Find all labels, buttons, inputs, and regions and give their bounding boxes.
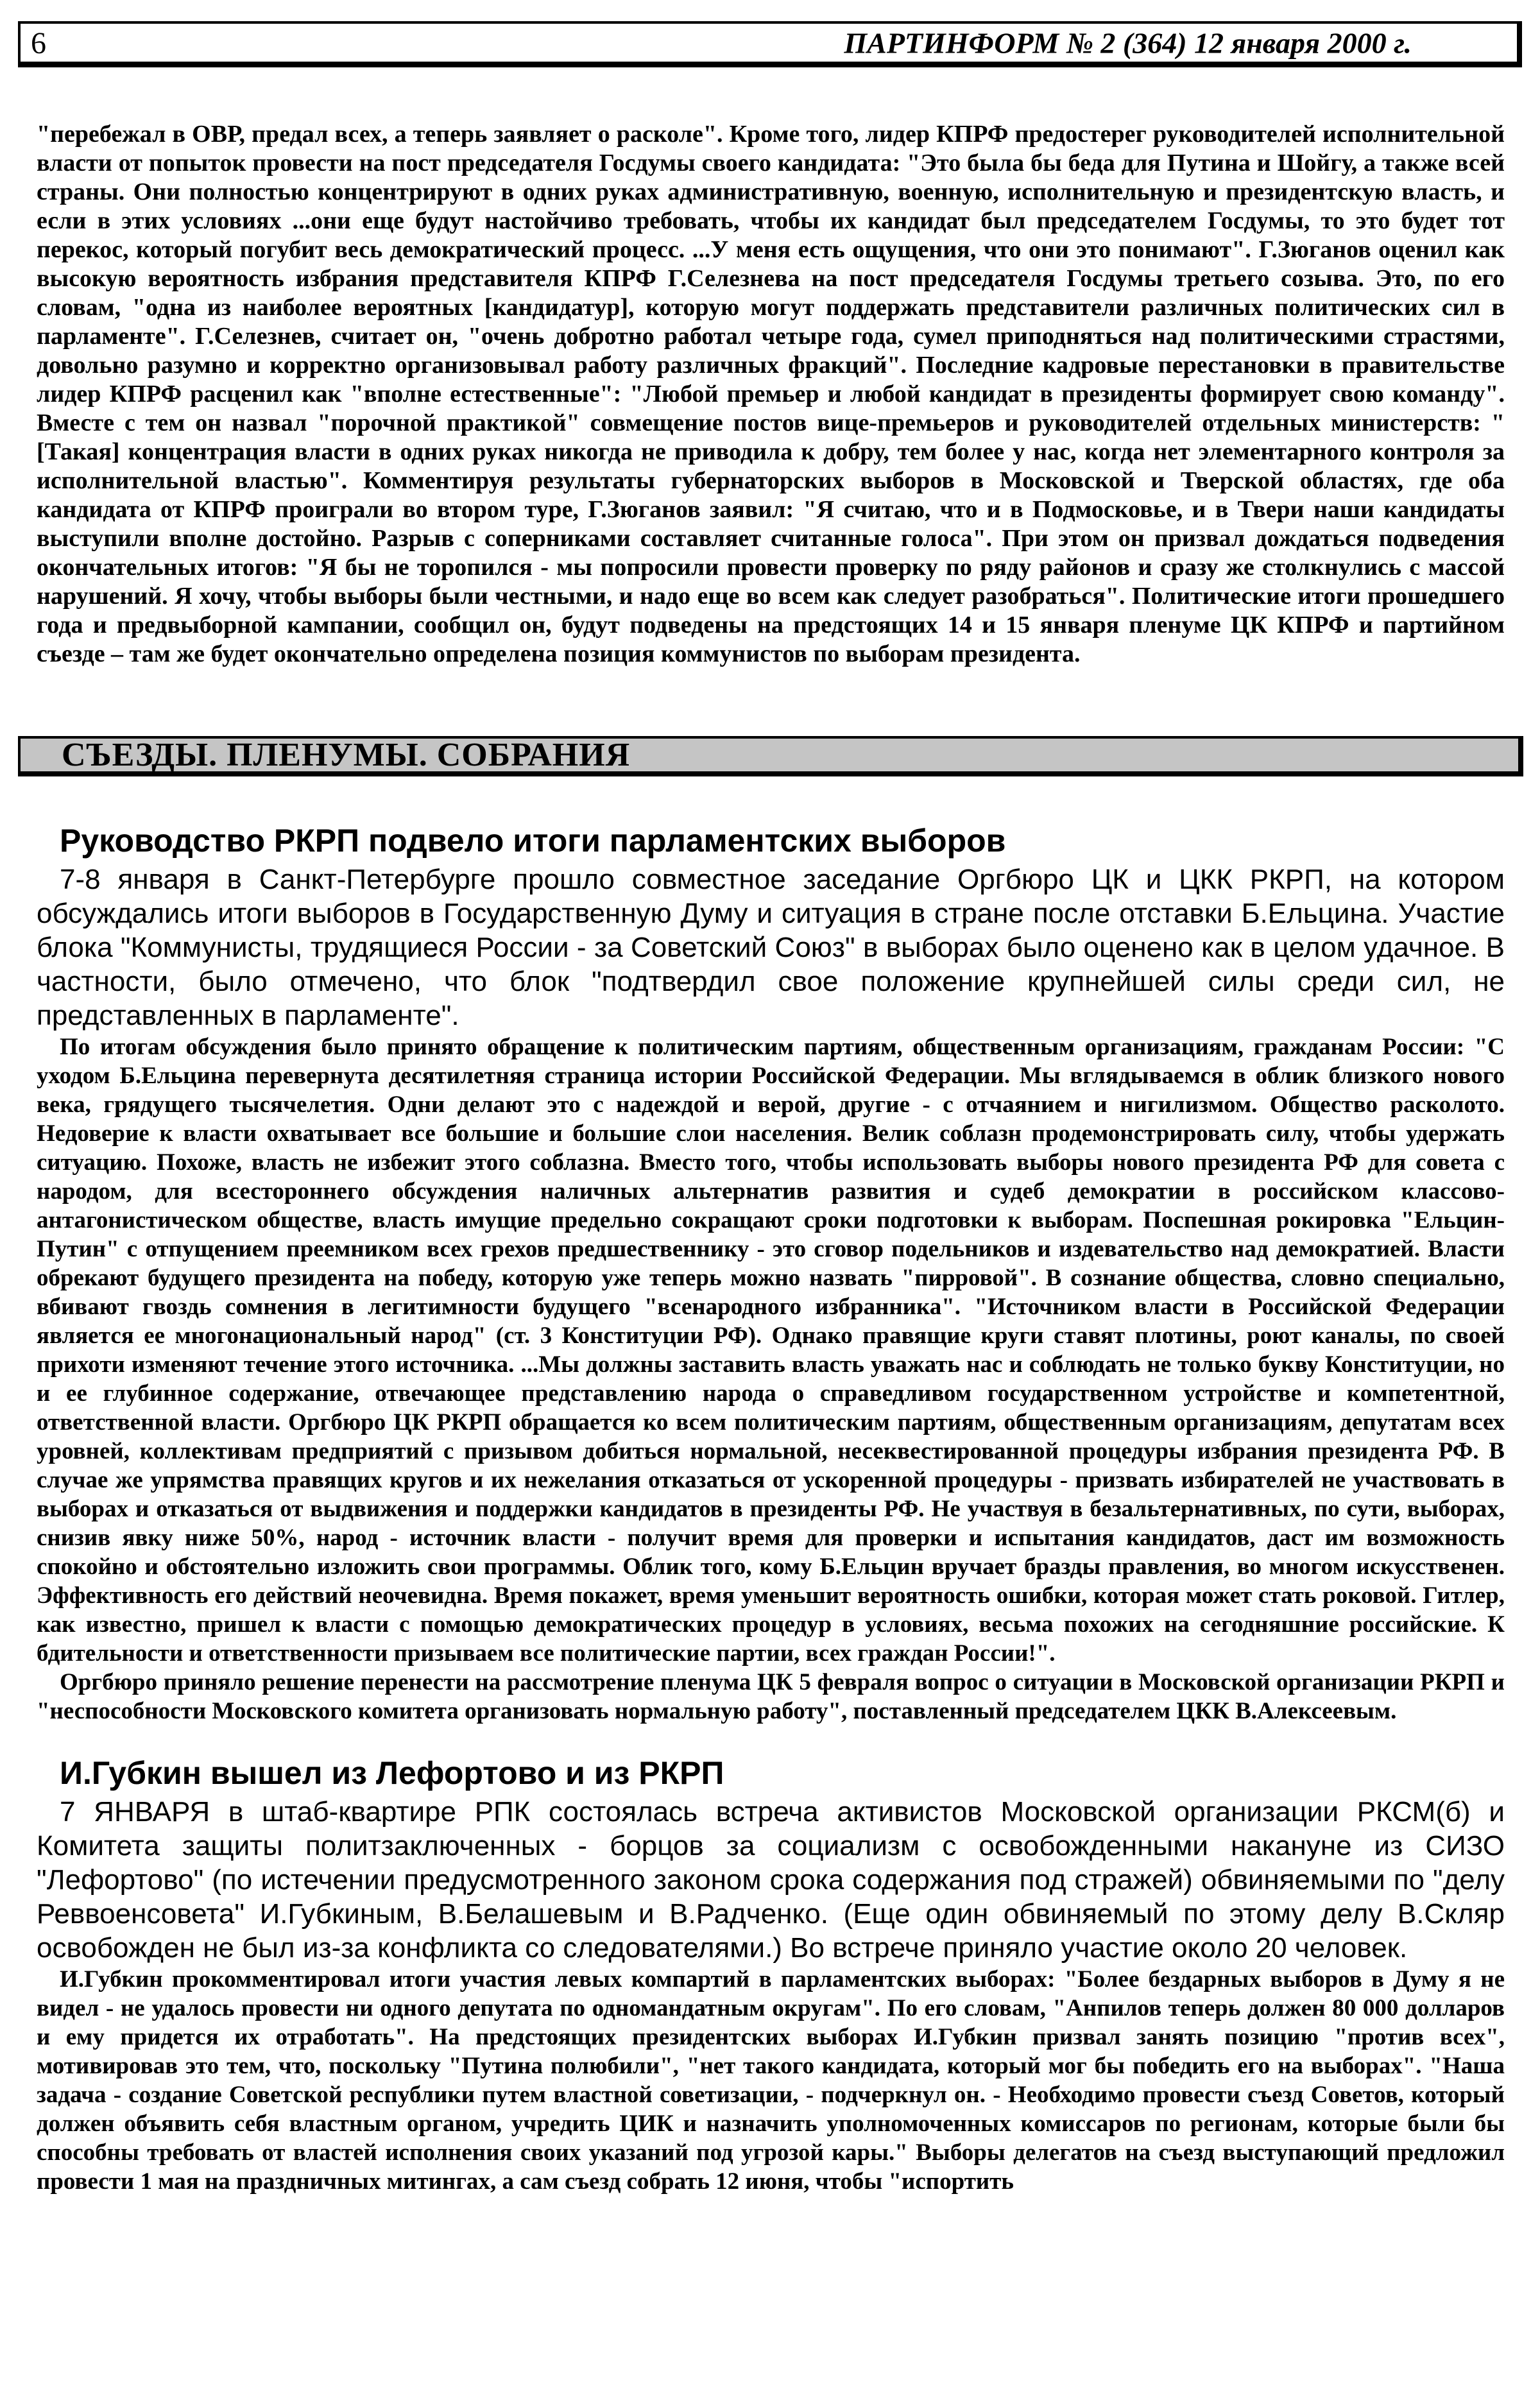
page-number: 6 [31, 26, 46, 60]
article-body-paragraph: По итогам обсуждения было принято обращение к политическим партиям, общественным организациям, гражданам России: "С уходом Б.Ельцина перевернута десятилетняя страница истории Российской Федерации. Мы вглядываемся в облик близкого нового века, грядущего тысячелетия. Одни делают это с надеждой и верой, другие - с отчаянием и нигилизмом. Общество расколото. Недоверие к власти охватывает все большие и большие слои населения. Велик соблазн продемонстрировать силу, чтобы удержать ситуацию. Похоже, власть не избежит этого соблазна. Вместо того, чтобы использовать выборы нового президента РФ для совета с народом, для всестороннего обсуждения наличных альтернатив развития и судеб демократии в российском классово-антагонистическом обществе, власть имущие предельно сокращают сроки подготовки к выборам. Поспешная рокировка "Ельцин-Путин" с отпущением преемником всех грехов предшественнику - это сговор подельников и издевательство над демократией. Власти обрекают будущего президента на победу, которую уже теперь можно назвать "пирровой". В сознание общества, словно специально, вбивают гвоздь сомнения в легитимности будущего "всенародного избранника". "Источником власти в Российской Федерации является ее многонациональный народ" (ст. 3 Конституции РФ). Однако правящие круги ставят плотины, роют каналы, по своей прихоти изменяют течение этого источника. ...Мы должны заставить власть уважать нас и соблюдать не только букву Конституции, но и ее глубинное содержание, отвечающее представлению народа о справедливом государственном устройстве и компетентной, ответственной власти. Оргбюро ЦК РКРП обращается ко всем политическим партиям, общественным организациям, депутатам всех уровней, коллективам предприятий с призывом добиться нормальной, несеквестированной процедуры избрания президента РФ. В случае же упрямства правящих кругов и их нежелания отказаться от ускоренной процедуры - призвать избирателей не участвовать в выборах и отказаться от выдвижения и поддержки кандидатов в президенты РФ. Не участвуя в безальтернативных, по сути, выборах, снизив явку ниже 50%, народ - источник власти - получит время для проверки и испытания кандидатов, даст им возможность спокойно и обстоятельно изложить свои программы. Облик того, кому Б.Ельцин вручает бразды правления, во многом искусственен. Эффективность его действий неочевидна. Время покажет, время уменьшит вероятность ошибки, которая может стать роковой. Гитлер, как известно, пришел к власти с помощью демократических процедур в условиях, весьма похожих на сегодняшние российские. К бдительности и ответственности призываем все политические партии, всех граждан России!". [37, 1034, 1505, 1667]
article-gubkin [37, 1755, 1505, 2196]
article-body-paragraph: Оргбюро приняло решение перенести на рассмотрение пленума ЦК 5 февраля вопрос о ситуации в Московской организации РКРП и "неспособности Московского комитета организовать нормальную работу", поставленный председателем ЦКК В.Алексеевым. [37, 1669, 1505, 1724]
page-content [37, 120, 1505, 2196]
section-bar [18, 736, 1523, 776]
continued-paragraph: "перебежал в ОВР, предал всех, а теперь заявляет о расколе". Кроме того, лидер КПРФ предостерег руководителей исполнительной власти от попыток провести на пост председателя Госдумы своего кандидата: "Это была бы беда для Путина и Шойгу, а также всей страны. Они полностью концентрируют в одних руках административную, военную, исполнительную и президентскую власть, и если в этих условиях ...они еще будут настойчиво требовать, чтобы их кандидат был председателем Госдумы, то это будет тот перекос, который погубит весь демократический процесс. ...У меня есть ощущения, что они это понимают". Г.Зюганов оценил как высокую вероятность избрания представителя КПРФ Г.Селезнева на пост председателя Госдумы третьего созыва. Это, по его словам, "одна из наиболее вероятных [кандидатур], которую могут поддержать представители различных политических сил в парламенте". Г.Селезнев, считает он, "очень добротно работал четыре года, сумел приподняться над политическими страстями, довольно разумно и корректно организовывал работу различных фракций". Последние кадровые перестановки в правительстве лидер КПРФ расценил как "вполне естественные": "Любой премьер и любой кандидат в президенты формирует свою команду". Вместе с тем он назвал "порочной практикой" совмещение постов вице-премьеров и руководителей отдельных министерств: "[Такая] концентрация власти в одних руках никогда не приводила к добру, тем более у нас, когда нет элементарного контроля за исполнительной властью". Комментируя результаты губернаторских выборов в Московской и Тверской областях, где оба кандидата от КПРФ проиграли во втором туре, Г.Зюганов заявил: "Я считаю, что и в Подмосковье, и в Твери наши кандидаты выступили вполне достойно. Разрыв с соперниками составляет считанные голоса". При этом он призвал дождаться подведения окончательных итогов: "Я бы не торопился - мы попросили провести проверку по ряду районов и сразу же столкнулись с массой нарушений. Я хочу, чтобы выборы были честными, и надо еще во всем как следует разобраться". Политические итоги прошедшего года и предвыборной кампании, сообщил он, будут подведены на предстоящих 14 и 15 января пленуме ЦК КПРФ и партийном съезде – там же будет окончательно определена позиция коммунистов по выборам президента. [37, 121, 1505, 667]
article-body-paragraph: И.Губкин прокомментировал итоги участия левых компартий в парламентских выборах: "Более бездарных выборов в Думу я не видел - не удалось провести ни одного депутата по одномандатным округам". По его словам, "Анпилов теперь должен 80 000 долларов и ему придется их отработать". На предстоящих президентских выборах И.Губкин призвал занять позицию "против всех", мотивировав это тем, что, поскольку "Путина полюбили", "нет такого кандидата, который мог бы победить его на выборах". "Наша задача - создание Советской республики путем властной советизации, - подчеркнул он. - Необходимо провести съезд Советов, который должен объявить себя властным органом, учредить ЦИК и назначить уполномоченных комиссаров по регионам, которые были бы способны требовать от властей исполнения своих указаний под угрозой кары." Выборы делегатов на съезд выступающий предложил провести 1 мая на праздничных митингах, а сам съезд собрать 12 июня, чтобы "испортить [37, 1966, 1505, 2195]
article-heading: И.Губкин вышел из Лефортово и из РКРП [60, 1755, 724, 1791]
section-title: СЪЕЗДЫ. ПЛЕНУМЫ. СОБРАНИЯ [62, 737, 631, 773]
masthead [18, 21, 1522, 67]
article-heading: Руководство РКРП подвело итоги парламентских выборов [60, 823, 1006, 859]
masthead-title: ПАРТИНФОРМ № 2 (364) 12 января 2000 г. [844, 26, 1412, 59]
article-lead: 7-8 января в Санкт-Петербурге прошло совместное заседание Оргбюро ЦК и ЦКК РКРП, на котором обсуждались итоги выборов в Государственную Думу и ситуация в стране после отставки Б.Ельцина. Участие блока "Коммунисты, трудящиеся России - за Советский Союз" в выборах было оценено как в целом удачное. В частности, было отмечено, что блок "подтвердил свое положение крупнейшей силы среди сил, не представленных в парламенте". [37, 864, 1505, 1031]
article-lead: 7 ЯНВАРЯ в штаб-квартире РПК состоялась встреча активистов Московской организации РКСМ(б) и Комитета защиты политзаключенных - борцов за социализм с освобожденными накануне из СИЗО "Лефортово" (по истечении предусмотренного законом срока содержания под стражей) обвиняемыми по "делу Реввоенсовета" И.Губкиным, В.Белашевым и В.Радченко. (Еще один обвиняемый по этому делу В.Скляр освобожден не был из-за конфликта со следователями.) Во встрече приняло участие около 20 человек. [37, 1796, 1505, 1964]
article-rkrp-results [37, 823, 1505, 1726]
